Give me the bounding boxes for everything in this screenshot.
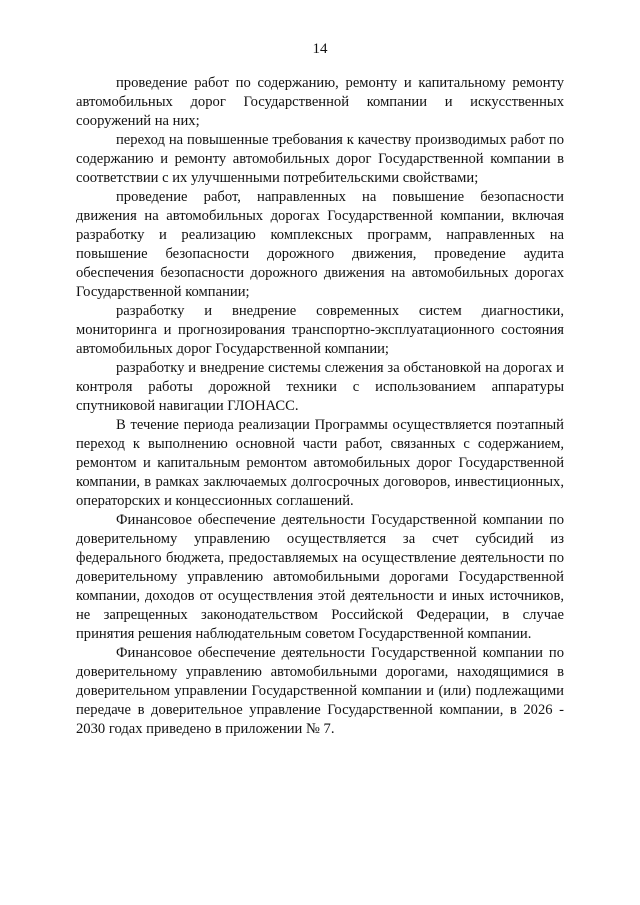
paragraph-glonass-tracking: разработку и внедрение системы слежения за обстановкой на дорогах и контроля работы дорожной техники с использованием аппаратуры спутниковой навигации ГЛОНАСС.: [76, 360, 564, 414]
paragraph-financing-sources: Финансовое обеспечение деятельности Государственной компании по доверительному управлению осуществляется за счет субсидий из федерального бюджета, предоставляемых на осуществление деятельности по доверительному управлению автомобильными дорогами Государственной компании, доходов от осуществления этой деятельности и иных источников, не запрещенных законодательством Российской Федерации, в случае принятия решения наблюдательным советом Государственной компании.: [76, 512, 564, 642]
document-body: [76, 74, 564, 739]
paragraph-traffic-safety: проведение работ, направленных на повышение безопасности движения на автомобильных дорогах Государственной компании, включая разработку и реализацию комплексных программ, направленных на повышение безопасности дорожного движения, проведение аудита обеспечения безопасности дорожного движения на автомобильных дорогах Государственной компании;: [76, 189, 564, 300]
page-number: 14: [312, 41, 328, 57]
paragraph-financing-appendix: Финансовое обеспечение деятельности Государственной компании по доверительному управлению автомобильными дорогами, находящимися в доверительном управлении Государственной компании и (или) подлежащими передаче в доверительное управление Государственной компании, в 2026 - 2030 годах приведено в приложении № 7.: [76, 645, 564, 737]
paragraph-quality-requirements: переход на повышенные требования к качеству производимых работ по содержанию и ремонту автомобильных дорог Государственной компании в соответствии с их улучшенными потребительскими свойствами;: [76, 132, 564, 186]
paragraph-maintenance-works: проведение работ по содержанию, ремонту и капитальному ремонту автомобильных дорог Государственной компании и искусственных сооружений на них;: [76, 75, 564, 129]
paragraph-long-term-contracts: В течение периода реализации Программы осуществляется поэтапный переход к выполнению основной части работ, связанных с содержанием, ремонтом и капитальным ремонтом автомобильных дорог Государственной компании, в рамках заключаемых долгосрочных договоров, инвестиционных, операторских и концессионных соглашений.: [76, 417, 564, 509]
paragraph-diagnostics-systems: разработку и внедрение современных систем диагностики, мониторинга и прогнозирования транспортно-эксплуатационного состояния автомобильных дорог Государственной компании;: [76, 303, 564, 357]
